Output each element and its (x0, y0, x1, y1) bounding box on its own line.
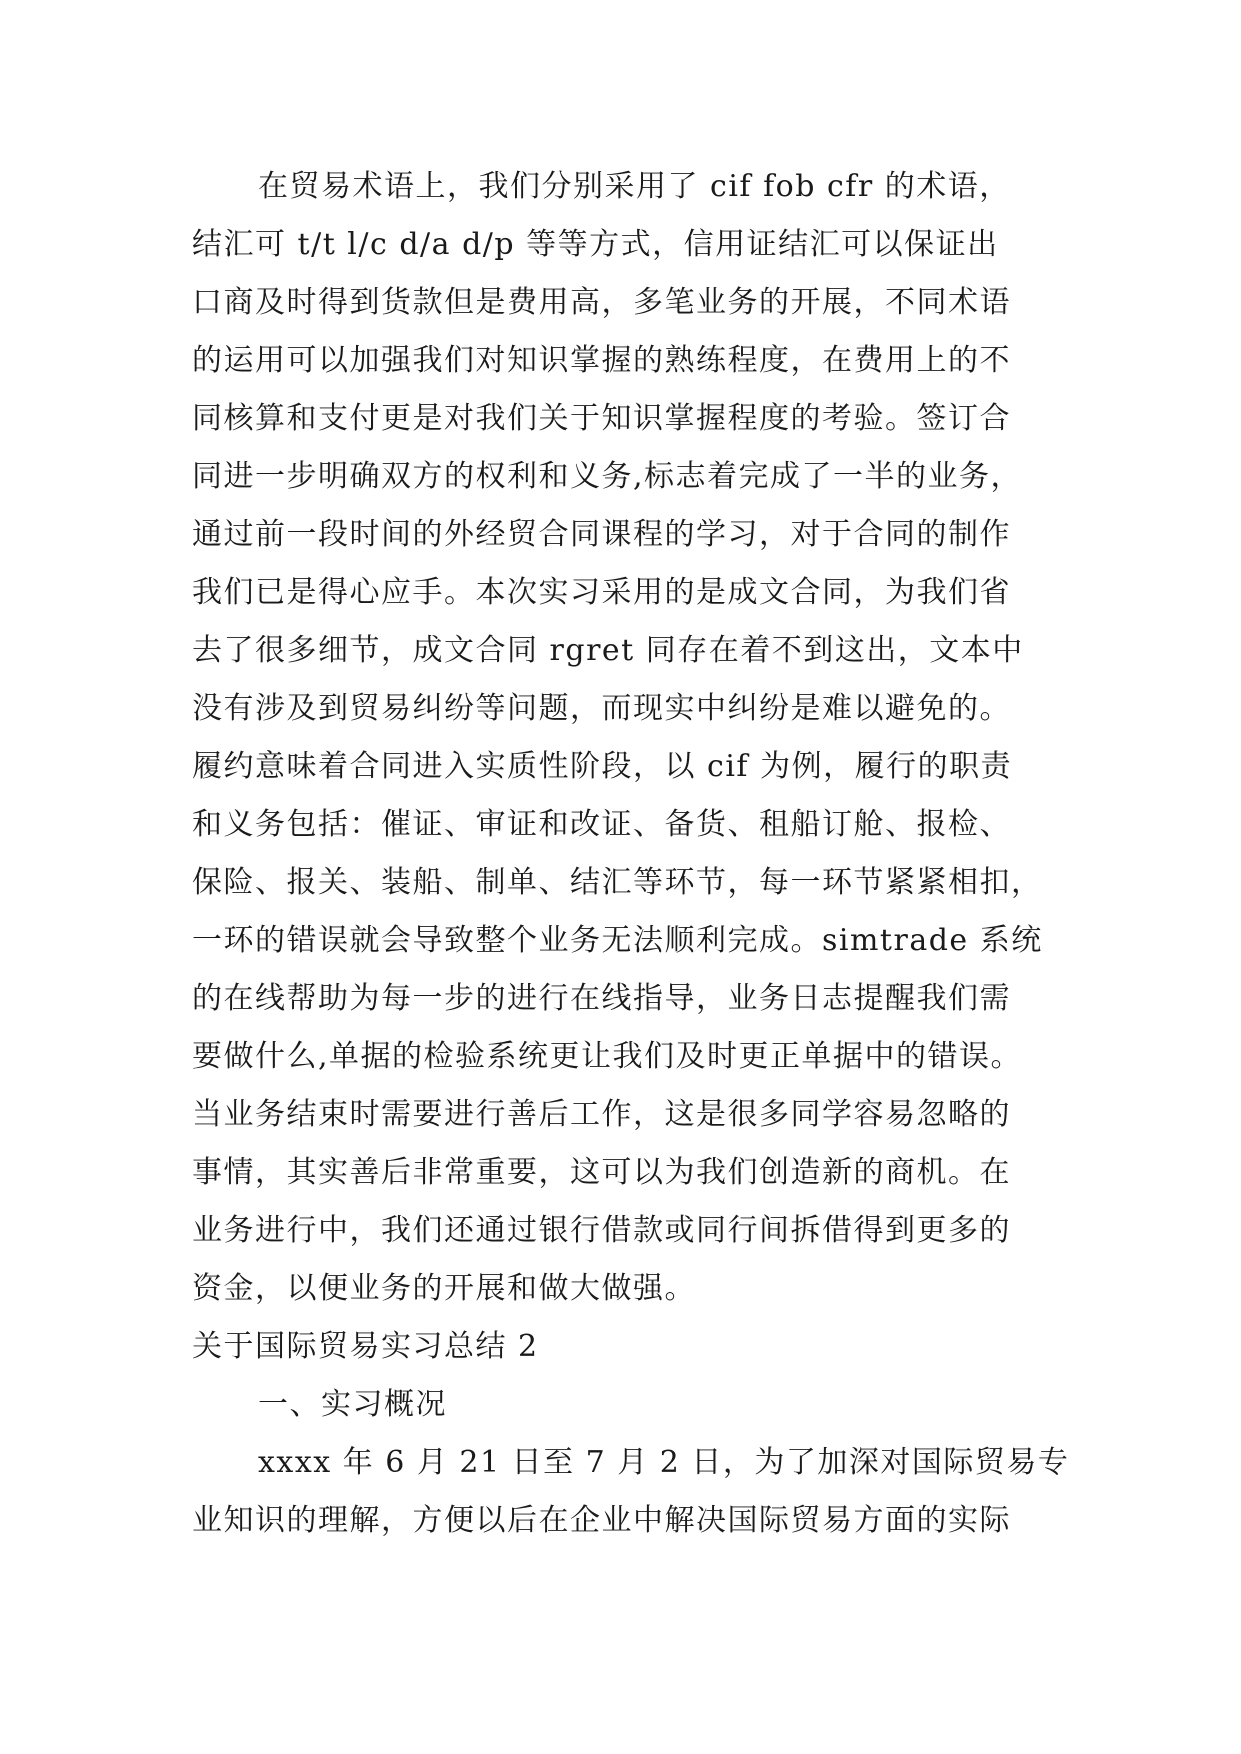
text-line: 同进一步明确双方的权利和义务,标志着完成了一半的业务， (192, 459, 1023, 494)
text-line: 在贸易术语上，我们分别采用了 cif fob cfr 的术语， (258, 169, 1011, 204)
text-line: xxxx 年 6 月 21 日至 7 月 2 日，为了加深对国际贸易专 (258, 1445, 1070, 1480)
text-line: 事情，其实善后非常重要，这可以为我们创造新的商机。在 (192, 1155, 1011, 1190)
text-line: 保险、报关、装船、制单、结汇等环节，每一环节紧紧相扣， (192, 865, 1043, 900)
text-line: 业务进行中，我们还通过银行借款或同行间拆借得到更多的 (192, 1213, 1011, 1248)
text-line: 没有涉及到贸易纠纷等问题，而现实中纠纷是难以避免的。 (192, 691, 1011, 726)
text-line: 业知识的理解，方便以后在企业中解决国际贸易方面的实际 (192, 1503, 1011, 1538)
text-line: 当业务结束时需要进行善后工作，这是很多同学容易忽略的 (192, 1097, 1011, 1132)
text-line: 去了很多细节，成文合同 rgret 同存在着不到这出，文本中 (192, 633, 1024, 668)
text-line: 的在线帮助为每一步的进行在线指导，业务日志提醒我们需 (192, 981, 1011, 1016)
text-line: 我们已是得心应手。本次实习采用的是成文合同，为我们省 (192, 575, 1011, 610)
paragraph-trade-terms (192, 158, 1072, 1318)
document-title: 关于国际贸易实习总结 2 (192, 1329, 539, 1364)
text-line: 和义务包括：催证、审证和改证、备货、租船订舱、报检、 (192, 807, 1011, 842)
text-line: 口商及时得到货款但是费用高，多笔业务的开展，不同术语 (192, 285, 1011, 320)
text-line: 结汇可 t/t l/c d/a d/p 等等方式，信用证结汇可以保证出 (192, 227, 999, 262)
text-line: 资金，以便业务的开展和做大做强。 (192, 1271, 696, 1306)
text-line: 通过前一段时间的外经贸合同课程的学习，对于合同的制作 (192, 517, 1011, 552)
text-line: 履约意味着合同进入实质性阶段，以 cif 为例，履行的职责 (192, 749, 1013, 784)
paragraph-overview (192, 1434, 1072, 1550)
section-heading: 一、实习概况 (258, 1387, 447, 1422)
text-line: 的运用可以加强我们对知识掌握的熟练程度，在费用上的不 (192, 343, 1011, 378)
document-body (192, 158, 1072, 1550)
text-line: 一环的错误就会导致整个业务无法顺利完成。simtrade 系统 (192, 923, 1043, 958)
text-line: 同核算和支付更是对我们关于知识掌握程度的考验。签订合 (192, 401, 1011, 436)
text-line: 要做什么,单据的检验系统更让我们及时更正单据中的错误。 (192, 1039, 1023, 1074)
